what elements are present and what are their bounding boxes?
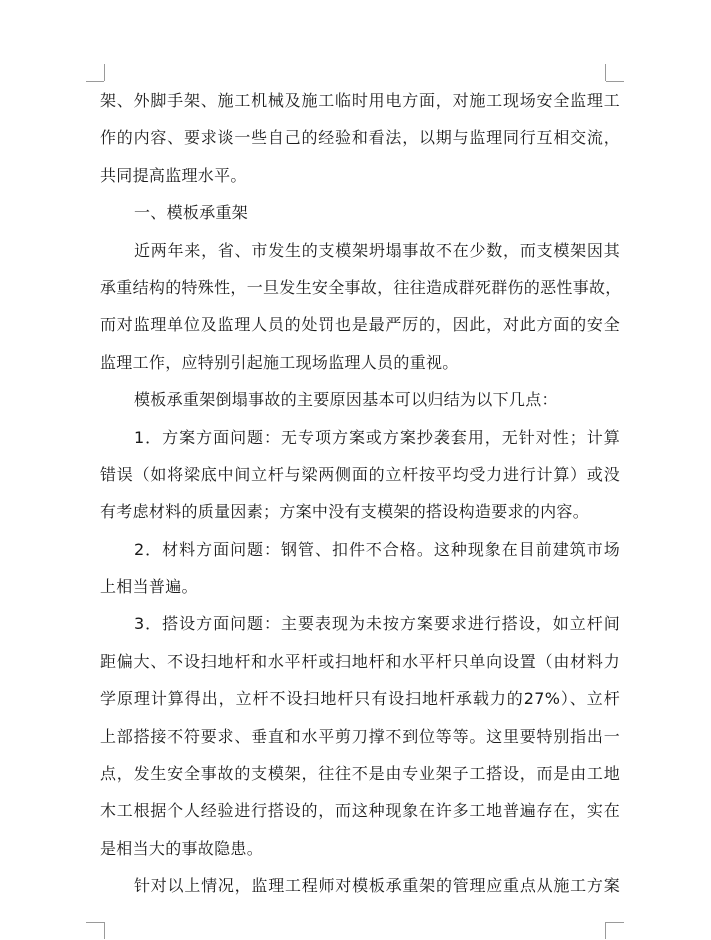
document-body (100, 82, 620, 905)
crop-mark-bottom-left-horizontal (86, 922, 104, 923)
text-line: 点，发生安全事故的支模架，往往不是由专业架子工搭设，而是由工地 (100, 764, 620, 784)
crop-mark-bottom-right-horizontal (606, 922, 624, 923)
text-line: 承重结构的特殊性，一旦发生安全事故，往往造成群死群伤的恶性事故， (100, 277, 622, 297)
crop-mark-top-right-vertical (605, 64, 606, 81)
text-line: 学原理计算得出，立杆不设扫地杆只有设扫地杆承载力的27%）、立杆 (100, 689, 620, 709)
text-line: 1．方案方面问题：无专项方案或方案抄袭套用，无针对性；计算 (134, 427, 620, 447)
text-line: 针对以上情况，监理工程师对模板承重架的管理应重点从施工方案 (134, 876, 620, 896)
crop-mark-top-left-vertical (104, 64, 105, 81)
crop-mark-bottom-left-vertical (104, 922, 105, 939)
text-line: 3．搭设方面问题：主要表现为未按方案要求进行搭设，如立杆间 (134, 614, 620, 634)
text-line: 共同提高监理水平。 (100, 165, 247, 185)
crop-mark-bottom-right-vertical (605, 922, 606, 939)
text-line: 木工根据个人经验进行搭设的，而这种现象在许多工地普遍存在，实在 (100, 801, 620, 821)
text-line: 而对监理单位及监理人员的处罚也是最严厉的，因此，对此方面的安全 (100, 315, 620, 335)
text-line: 上相当普遍。 (100, 577, 198, 597)
text-line: 是相当大的事故隐患。 (100, 838, 264, 858)
section-heading: 一、模板承重架 (134, 203, 249, 223)
text-line: 上部搭接不符要求、垂直和水平剪刀撑不到位等等。这里要特别指出一 (100, 726, 620, 746)
text-line: 错误（如将梁底中间立杆与梁两侧面的立杆按平均受力进行计算）或没 (100, 464, 620, 484)
text-line: 距偏大、不设扫地杆和水平杆或扫地杆和水平杆只单向设置（由材料力 (100, 651, 620, 671)
text-line: 有考虑材料的质量因素；方案中没有支模架的搭设构造要求的内容。 (100, 502, 590, 522)
text-line: 架、外脚手架、施工机械及施工临时用电方面，对施工现场安全监理工 (100, 91, 620, 110)
text-line: 近两年来，省、市发生的支模架坍塌事故不在少数，而支模架因其 (134, 240, 620, 260)
text-line: 作的内容、要求谈一些自己的经验和看法，以期与监理同行互相交流， (100, 128, 620, 148)
text-line: 2．材料方面问题：钢管、扣件不合格。这种现象在目前建筑市场 (134, 539, 620, 559)
text-line: 监理工作，应特别引起施工现场监理人员的重视。 (100, 352, 459, 372)
text-line: 模板承重架倒塌事故的主要原因基本可以归结为以下几点： (134, 390, 558, 410)
